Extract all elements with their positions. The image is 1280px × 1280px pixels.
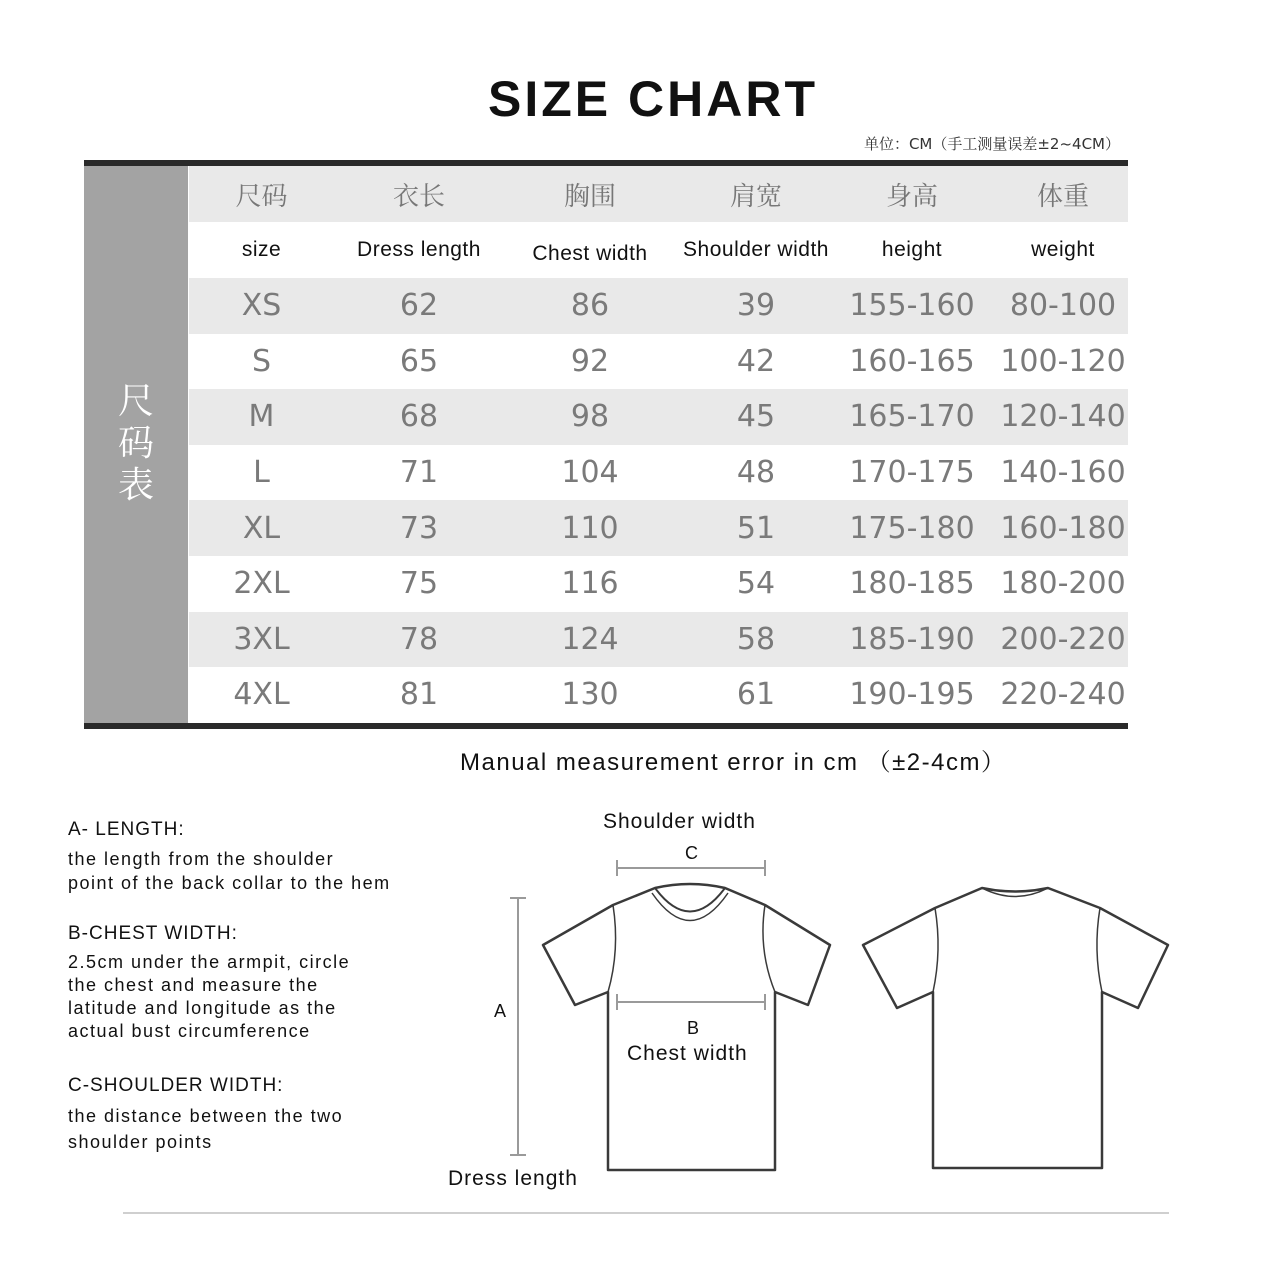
cell-height: 165-170 (849, 399, 975, 435)
cell-weight: 140-160 (1000, 455, 1126, 491)
cell-dress-length: 65 (399, 343, 439, 379)
cell-weight: 80-100 (1009, 288, 1117, 324)
header-zh-chest: 胸围 (563, 181, 616, 212)
cell-chest-width: 130 (561, 677, 619, 713)
cell-dress-length: 73 (399, 510, 439, 546)
letter-a: A (494, 1001, 507, 1021)
cell-dress-length: 62 (399, 288, 439, 324)
front-sleeve-seam-right (763, 905, 775, 992)
cell-chest-width: 116 (561, 566, 619, 602)
cell-size: 2XL (233, 566, 290, 602)
header-en-chest: Chest width (532, 242, 648, 265)
dress-length-label: Dress length (448, 1167, 578, 1190)
cell-height: 155-160 (849, 288, 975, 324)
desc-chest-heading: B-CHEST WIDTH: (68, 923, 238, 944)
shoulder-width-label: Shoulder width (603, 810, 756, 833)
cell-shoulder-width: 58 (736, 621, 776, 657)
cell-weight: 200-220 (1000, 621, 1126, 657)
cell-shoulder-width: 39 (736, 288, 776, 324)
header-zh-size: 尺码 (235, 181, 288, 212)
desc-line: the length from the shoulder (68, 849, 335, 869)
front-sleeve-seam-left (608, 905, 616, 992)
cell-chest-width: 86 (570, 288, 610, 324)
chest-width-label: Chest width (627, 1042, 748, 1065)
cell-dress-length: 78 (399, 621, 439, 657)
side-label-char: 码 (117, 423, 154, 464)
cell-weight: 180-200 (1000, 566, 1126, 602)
cell-shoulder-width: 42 (736, 343, 776, 379)
desc-line: the chest and measure the (68, 975, 319, 995)
cell-height: 170-175 (849, 455, 975, 491)
cell-weight: 160-180 (1000, 510, 1126, 546)
cell-chest-width: 98 (570, 399, 610, 435)
cell-chest-width: 124 (561, 621, 619, 657)
header-en-height: height (881, 238, 943, 261)
cell-size: M (248, 399, 275, 435)
cell-weight: 120-140 (1000, 399, 1126, 435)
desc-line: shoulder points (68, 1132, 213, 1152)
side-label-char: 尺 (117, 381, 154, 422)
cell-weight: 100-120 (1000, 343, 1126, 379)
back-sleeve-seam-left (933, 908, 938, 992)
page-title: SIZE CHART (488, 71, 818, 127)
back-sleeve-seam-right (1097, 908, 1102, 992)
measurement-note: Manual measurement error in cm （±2-4cm） (460, 749, 1007, 776)
desc-line: actual bust circumference (68, 1021, 311, 1041)
letter-b: B (687, 1018, 700, 1038)
cell-dress-length: 71 (399, 455, 439, 491)
unit-note: 单位：CM（手工测量误差±2~4CM） (863, 135, 1120, 153)
desc-line: latitude and longitude as the (68, 998, 337, 1018)
cell-size: XS (241, 288, 282, 324)
cell-shoulder-width: 54 (736, 566, 776, 602)
cell-size: L (253, 455, 270, 491)
cell-size: S (251, 343, 272, 379)
cell-height: 185-190 (849, 621, 975, 657)
header-en-weight: weight (1031, 238, 1095, 261)
cell-height: 190-195 (849, 677, 975, 713)
cell-chest-width: 104 (561, 455, 619, 491)
header-zh-height: 身高 (885, 181, 938, 212)
cell-height: 160-165 (849, 343, 975, 379)
cell-height: 175-180 (849, 510, 975, 546)
desc-line: 2.5cm under the armpit, circle (68, 952, 351, 972)
footer-rule (123, 1212, 1169, 1214)
header-zh-shoulder: 肩宽 (729, 181, 782, 212)
cell-chest-width: 110 (561, 510, 619, 546)
desc-line: the distance between the two (68, 1106, 344, 1126)
header-en-length: Dress length (357, 238, 481, 261)
header-en-size: size (241, 238, 282, 261)
header-zh-length: 衣长 (392, 181, 445, 212)
cell-dress-length: 68 (399, 399, 439, 435)
cell-shoulder-width: 48 (736, 455, 776, 491)
cell-size: 3XL (233, 621, 290, 657)
cell-chest-width: 92 (570, 343, 610, 379)
header-zh-weight: 体重 (1036, 181, 1089, 212)
cell-dress-length: 81 (399, 677, 439, 713)
cell-size: 4XL (233, 677, 290, 713)
header-en-shoulder: Shoulder width (683, 238, 829, 261)
desc-line: point of the back collar to the hem (68, 873, 391, 893)
desc-length-heading: A- LENGTH: (68, 819, 185, 840)
cell-size: XL (242, 510, 281, 546)
letter-c: C (685, 843, 698, 863)
desc-shoulder-heading: C-SHOULDER WIDTH: (68, 1075, 284, 1096)
front-collar (655, 888, 725, 912)
cell-weight: 220-240 (1000, 677, 1126, 713)
side-label-char: 表 (117, 465, 154, 506)
cell-shoulder-width: 61 (736, 677, 776, 713)
cell-dress-length: 75 (399, 566, 439, 602)
cell-shoulder-width: 51 (736, 510, 776, 546)
cell-height: 180-185 (849, 566, 975, 602)
back-tshirt-icon (863, 888, 1168, 1168)
cell-shoulder-width: 45 (736, 399, 776, 435)
